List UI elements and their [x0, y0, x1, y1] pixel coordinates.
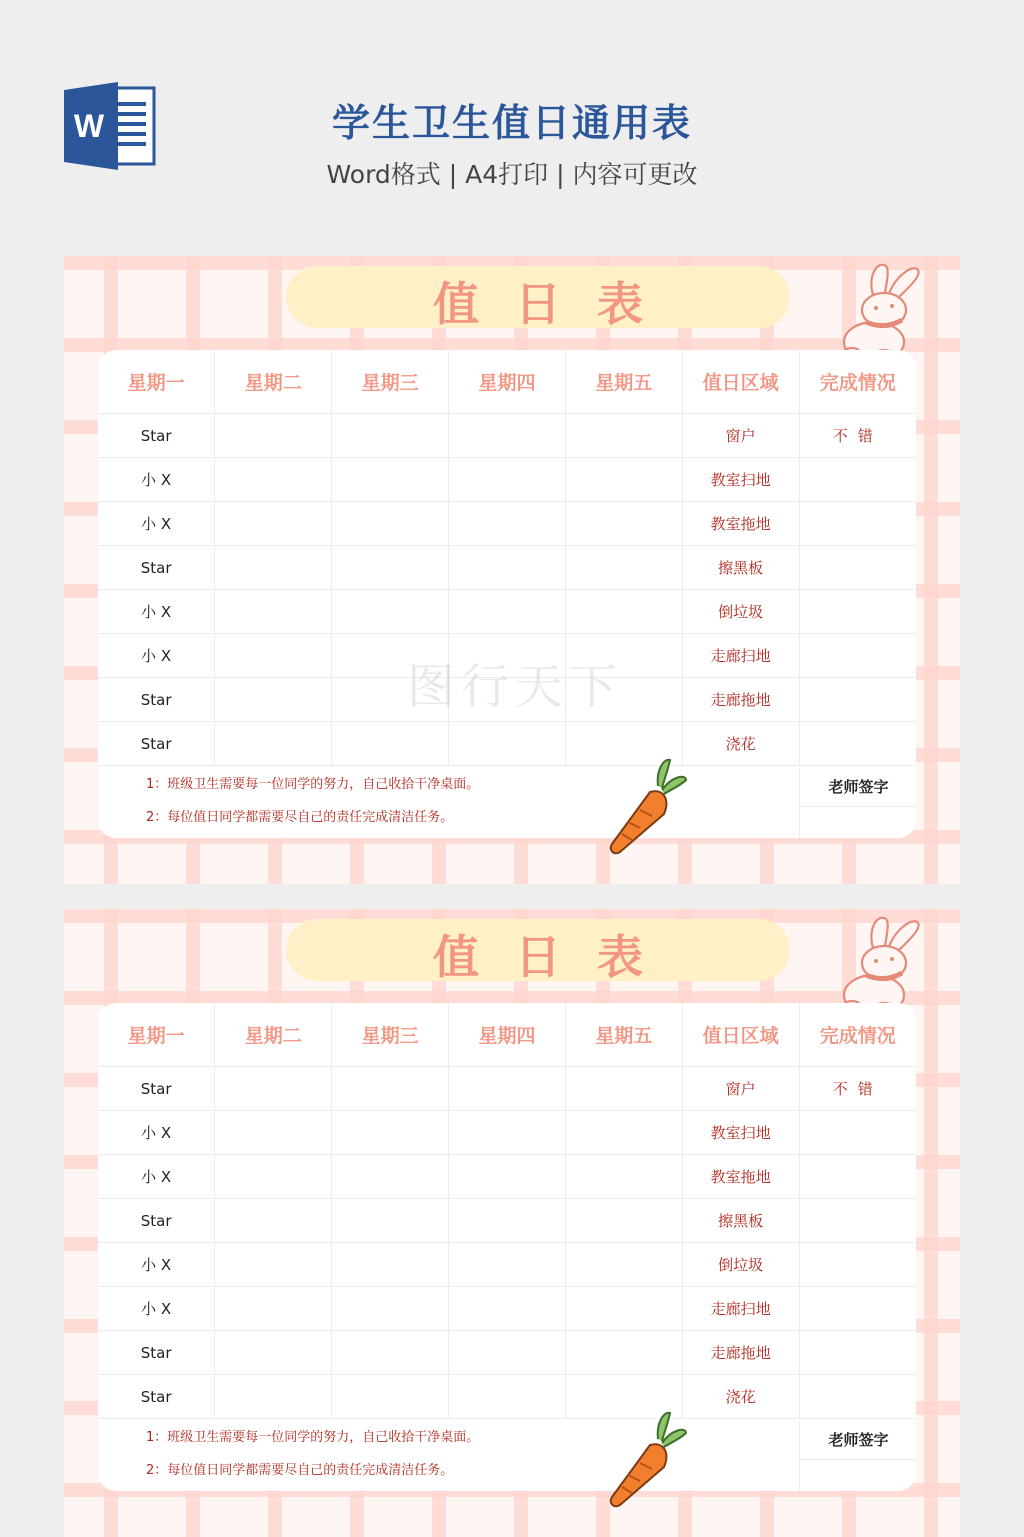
cell-area[interactable]: 擦黑板	[682, 1199, 799, 1243]
cell-friday[interactable]	[565, 1111, 682, 1155]
cell-area[interactable]: 走廊扫地	[682, 1287, 799, 1331]
cell-status[interactable]	[799, 458, 916, 502]
duty-table	[98, 1003, 916, 1419]
col-header: 星期五	[565, 350, 682, 414]
cell-area[interactable]: 倒垃圾	[682, 1243, 799, 1287]
cell-monday[interactable]: 小 X	[98, 502, 215, 546]
cell-monday[interactable]: 小 X	[98, 634, 215, 678]
cell-wednesday[interactable]	[332, 546, 449, 590]
table-header-row	[98, 1003, 916, 1067]
cell-tuesday[interactable]	[215, 1243, 332, 1287]
cell-monday[interactable]: Star	[98, 1375, 215, 1419]
cell-tuesday[interactable]	[215, 414, 332, 458]
cell-thursday[interactable]	[449, 1243, 566, 1287]
cell-monday[interactable]: 小 X	[98, 590, 215, 634]
cell-status[interactable]	[799, 546, 916, 590]
cell-wednesday[interactable]	[332, 1375, 449, 1419]
notes	[146, 1429, 666, 1491]
cell-status[interactable]	[799, 1243, 916, 1287]
table-row	[98, 678, 916, 722]
cell-status[interactable]: 不错	[799, 1067, 916, 1111]
cell-wednesday[interactable]	[332, 458, 449, 502]
cell-friday[interactable]	[565, 1243, 682, 1287]
cell-status[interactable]	[799, 678, 916, 722]
table-row	[98, 458, 916, 502]
watermark: 图行天下	[406, 659, 623, 715]
cell-monday[interactable]: 小 X	[98, 1155, 215, 1199]
cell-thursday[interactable]	[449, 590, 566, 634]
cell-area[interactable]: 窗户	[682, 414, 799, 458]
cell-status[interactable]	[799, 590, 916, 634]
col-header: 值日区域	[682, 350, 799, 414]
cell-thursday[interactable]	[449, 1287, 566, 1331]
cell-monday[interactable]: 小 X	[98, 1243, 215, 1287]
col-header: 星期三	[332, 1003, 449, 1067]
cell-monday[interactable]: Star	[98, 1067, 215, 1111]
cell-wednesday[interactable]	[332, 1199, 449, 1243]
cell-tuesday[interactable]	[215, 502, 332, 546]
cell-wednesday[interactable]	[332, 1111, 449, 1155]
cell-area[interactable]: 走廊拖地	[682, 678, 799, 722]
cell-friday[interactable]	[565, 1331, 682, 1375]
cell-area[interactable]: 浇花	[682, 1375, 799, 1419]
cell-status[interactable]	[799, 634, 916, 678]
cell-friday[interactable]	[565, 1067, 682, 1111]
teacher-sign-box[interactable]	[799, 1421, 916, 1491]
cell-status[interactable]	[799, 1331, 916, 1375]
duty-sheet-1	[64, 256, 960, 884]
cell-thursday[interactable]	[449, 414, 566, 458]
cell-wednesday[interactable]	[332, 1155, 449, 1199]
cell-wednesday[interactable]	[332, 414, 449, 458]
cell-wednesday[interactable]	[332, 1287, 449, 1331]
cell-friday[interactable]	[565, 590, 682, 634]
col-header: 星期四	[449, 1003, 566, 1067]
cell-monday[interactable]: Star	[98, 1331, 215, 1375]
sheet-title: 值日表	[433, 930, 679, 984]
col-header: 星期一	[98, 1003, 215, 1067]
cell-thursday[interactable]	[449, 1067, 566, 1111]
col-header: 完成情况	[799, 1003, 916, 1067]
cell-wednesday[interactable]	[332, 634, 449, 678]
cell-thursday[interactable]	[449, 678, 566, 722]
col-header: 星期五	[565, 1003, 682, 1067]
cell-monday[interactable]: 小 X	[98, 1111, 215, 1155]
table-row	[98, 1067, 916, 1111]
page-header	[0, 0, 1024, 250]
cell-thursday[interactable]	[449, 634, 566, 678]
cell-status[interactable]	[799, 1111, 916, 1155]
cell-status[interactable]	[799, 1199, 916, 1243]
note-line: 1：班级卫生需要每一位同学的努力，自己收拾干净桌面。	[146, 1430, 480, 1445]
cell-thursday[interactable]	[449, 458, 566, 502]
teacher-sign-label: 老师签字	[800, 1421, 916, 1460]
cell-wednesday[interactable]	[332, 1067, 449, 1111]
cell-monday[interactable]: 小 X	[98, 1287, 215, 1331]
table-row	[98, 590, 916, 634]
cell-thursday[interactable]	[449, 1375, 566, 1419]
table-row	[98, 1375, 916, 1419]
table-row	[98, 502, 916, 546]
table-row	[98, 1243, 916, 1287]
cell-wednesday[interactable]	[332, 678, 449, 722]
cell-wednesday[interactable]	[332, 590, 449, 634]
table-row	[98, 1111, 916, 1155]
cell-thursday[interactable]	[449, 1155, 566, 1199]
cell-area[interactable]: 教室扫地	[682, 1111, 799, 1155]
cell-tuesday[interactable]	[215, 1287, 332, 1331]
page-title: 学生卫生值日通用表	[331, 101, 692, 145]
notes	[146, 776, 666, 838]
duty-panel	[98, 350, 916, 838]
cell-monday[interactable]: Star	[98, 546, 215, 590]
cell-tuesday[interactable]	[215, 458, 332, 502]
cell-wednesday[interactable]	[332, 1243, 449, 1287]
cell-monday[interactable]: Star	[98, 722, 215, 766]
cell-tuesday[interactable]	[215, 634, 332, 678]
duty-panel	[98, 1003, 916, 1491]
cell-status[interactable]: 不错	[799, 414, 916, 458]
table-row	[98, 414, 916, 458]
cell-status[interactable]	[799, 502, 916, 546]
cell-tuesday[interactable]	[215, 1199, 332, 1243]
cell-tuesday[interactable]	[215, 1067, 332, 1111]
note-line: 2：每位值日同学都需要尽自己的责任完成清洁任务。	[146, 1463, 454, 1478]
cell-tuesday[interactable]	[215, 1331, 332, 1375]
svg-text:W: W	[73, 108, 105, 144]
cell-thursday[interactable]	[449, 722, 566, 766]
cell-monday[interactable]: Star	[98, 1199, 215, 1243]
cell-status[interactable]	[799, 1155, 916, 1199]
table-row	[98, 1331, 916, 1375]
cell-status[interactable]	[799, 722, 916, 766]
cell-friday[interactable]	[565, 414, 682, 458]
cell-area[interactable]: 教室拖地	[682, 502, 799, 546]
cell-monday[interactable]: 小 X	[98, 458, 215, 502]
cell-friday[interactable]	[565, 678, 682, 722]
cell-area[interactable]: 窗户	[682, 1067, 799, 1111]
cell-wednesday[interactable]	[332, 722, 449, 766]
col-header: 完成情况	[799, 350, 916, 414]
page-subtitle: Word格式 | A4打印 | 内容可更改	[326, 160, 698, 189]
cell-tuesday[interactable]	[215, 722, 332, 766]
sheet-title: 值日表	[433, 277, 679, 331]
cell-area[interactable]: 教室拖地	[682, 1155, 799, 1199]
cell-wednesday[interactable]	[332, 1331, 449, 1375]
col-header: 星期二	[215, 1003, 332, 1067]
cell-tuesday[interactable]	[215, 590, 332, 634]
table-row	[98, 634, 916, 678]
duty-sheet-2	[64, 909, 960, 1537]
col-header: 星期四	[449, 350, 566, 414]
table-row	[98, 1287, 916, 1331]
cell-tuesday[interactable]	[215, 546, 332, 590]
col-header: 值日区域	[682, 1003, 799, 1067]
cell-wednesday[interactable]	[332, 502, 449, 546]
cell-thursday[interactable]	[449, 1199, 566, 1243]
table-row	[98, 1155, 916, 1199]
cell-friday[interactable]	[565, 502, 682, 546]
col-header: 星期一	[98, 350, 215, 414]
cell-friday[interactable]	[565, 458, 682, 502]
cell-area[interactable]: 擦黑板	[682, 546, 799, 590]
cell-monday[interactable]: Star	[98, 678, 215, 722]
table-header-row	[98, 350, 916, 414]
cell-thursday[interactable]	[449, 546, 566, 590]
cell-thursday[interactable]	[449, 1331, 566, 1375]
teacher-sign-label: 老师签字	[800, 768, 916, 807]
teacher-sign-box[interactable]	[799, 768, 916, 838]
cell-area[interactable]: 走廊扫地	[682, 634, 799, 678]
cell-monday[interactable]: Star	[98, 414, 215, 458]
cell-tuesday[interactable]	[215, 1155, 332, 1199]
table-row	[98, 546, 916, 590]
cell-tuesday[interactable]	[215, 1111, 332, 1155]
table-row	[98, 722, 916, 766]
note-line: 2：每位值日同学都需要尽自己的责任完成清洁任务。	[146, 810, 454, 825]
cell-friday[interactable]	[565, 634, 682, 678]
cell-friday[interactable]	[565, 1199, 682, 1243]
cell-tuesday[interactable]	[215, 678, 332, 722]
carrot-icon	[606, 1409, 688, 1511]
cell-thursday[interactable]	[449, 502, 566, 546]
note-line: 1：班级卫生需要每一位同学的努力，自己收拾干净桌面。	[146, 777, 480, 792]
cell-thursday[interactable]	[449, 1111, 566, 1155]
cell-friday[interactable]	[565, 546, 682, 590]
cell-tuesday[interactable]	[215, 1375, 332, 1419]
col-header: 星期二	[215, 350, 332, 414]
cell-area[interactable]: 浇花	[682, 722, 799, 766]
duty-table	[98, 350, 916, 766]
cell-area[interactable]: 倒垃圾	[682, 590, 799, 634]
col-header: 星期三	[332, 350, 449, 414]
cell-area[interactable]: 走廊拖地	[682, 1331, 799, 1375]
cell-area[interactable]: 教室扫地	[682, 458, 799, 502]
carrot-icon	[606, 756, 688, 858]
cell-friday[interactable]	[565, 1155, 682, 1199]
cell-friday[interactable]	[565, 1287, 682, 1331]
cell-status[interactable]	[799, 1287, 916, 1331]
table-row	[98, 1199, 916, 1243]
cell-status[interactable]	[799, 1375, 916, 1419]
